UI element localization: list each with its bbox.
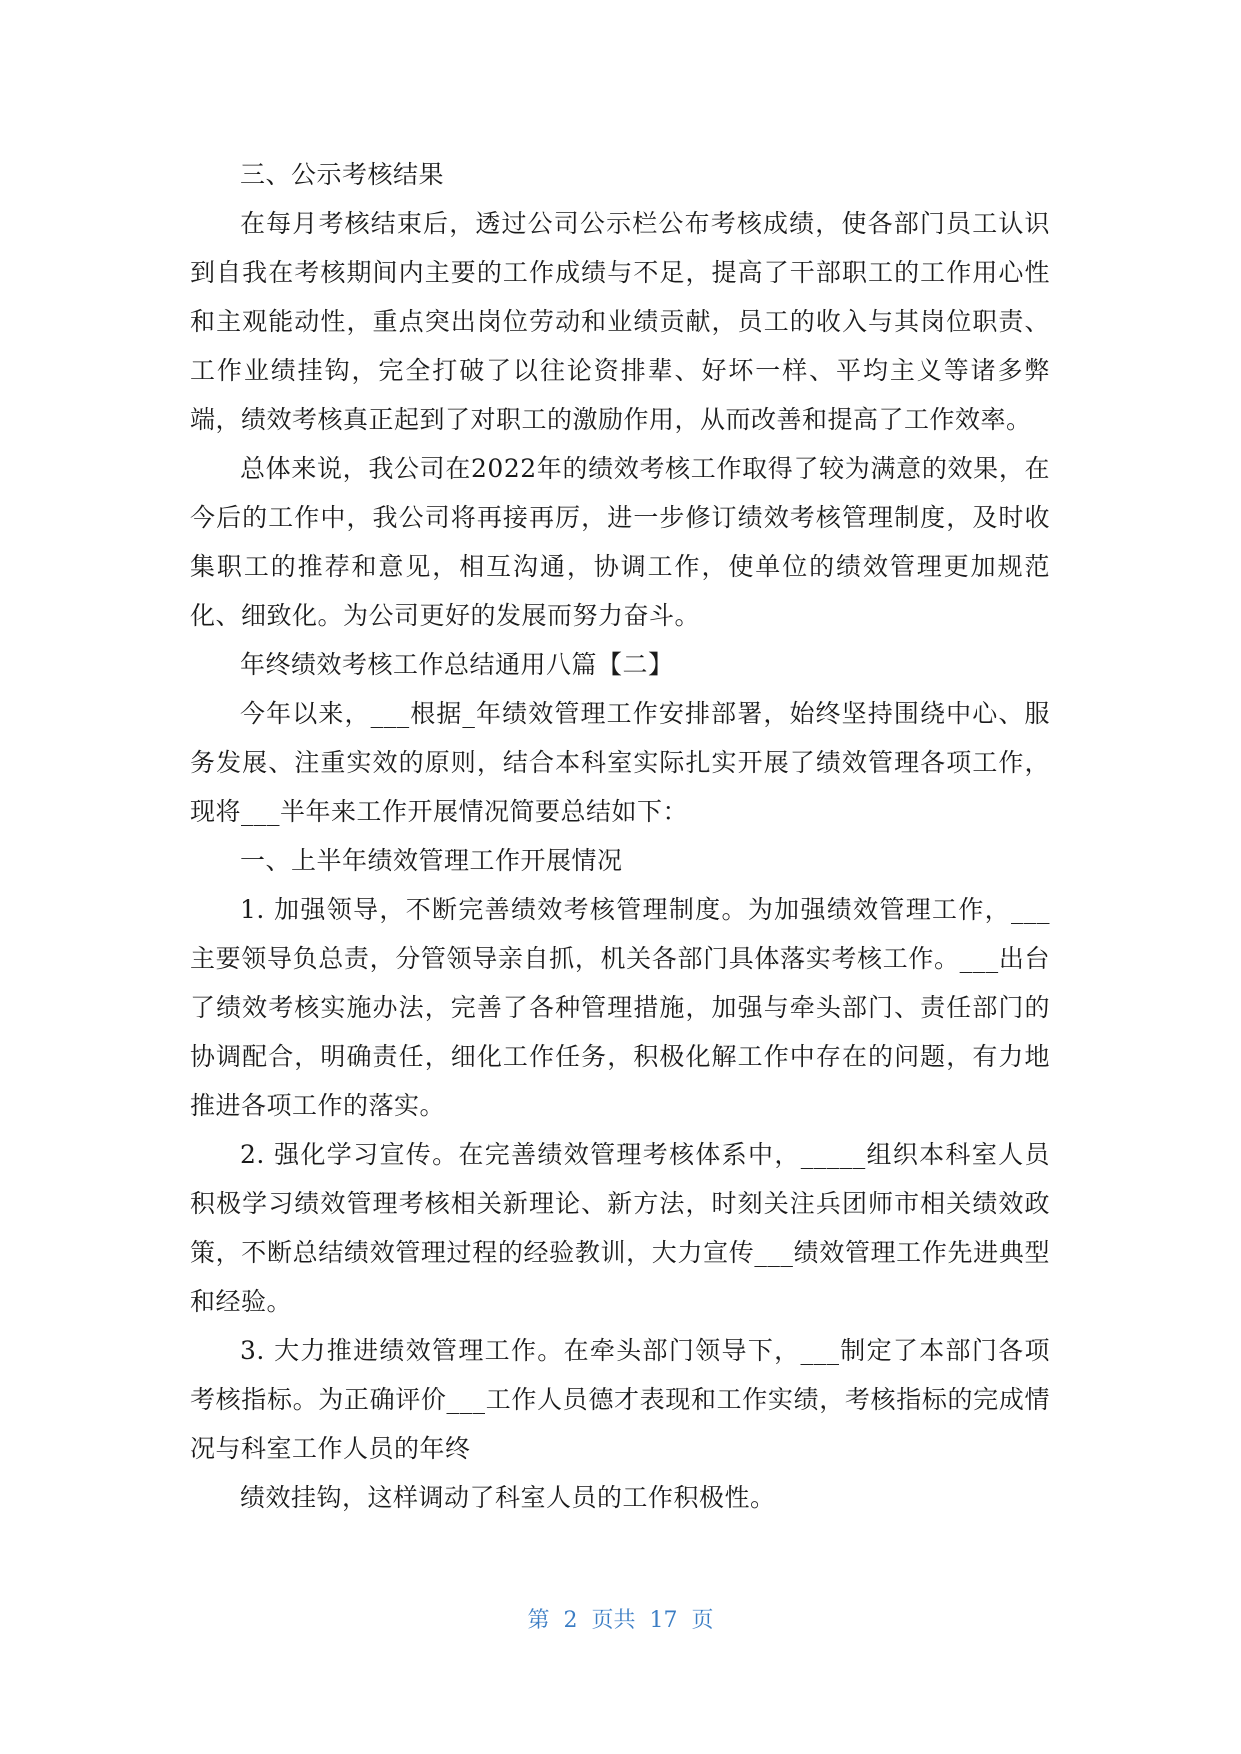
body-paragraph-summary: 总体来说，我公司在2022年的绩效考核工作取得了较为满意的效果，在今后的工作中，我公司将再接再厉，进一步修订绩效考核管理制度，及时收集职工的推荐和意见，相互沟通，协调工作，使单位的绩效管理更加规范化、细致化。为公司更好的发展而努力奋斗。: [190, 454, 1050, 630]
footer-current-page: 2: [563, 1608, 578, 1633]
footer-middle: 页共: [591, 1608, 636, 1633]
article-title-part-two: 年终绩效考核工作总结通用八篇【二】: [240, 650, 674, 679]
footer-suffix: 页: [691, 1608, 714, 1633]
section-heading-first-half: 一、上半年绩效管理工作开展情况: [240, 846, 623, 875]
body-paragraph-publish-results: 在每月考核结束后，透过公司公示栏公布考核成绩，使各部门员工认识到自我在考核期间内主要的工作成绩与不足，提高了干部职工的工作用心性和主观能动性，重点突出岗位劳动和业绩贡献，员工的收入与其岗位职责、工作业绩挂钩，完全打破了以往论资排辈、好坏一样、平均主义等诸多弊端，绩效考核真正起到了对职工的激励作用，从而改善和提高了工作效率。: [190, 209, 1050, 434]
footer-total-pages: 17: [649, 1608, 678, 1633]
footer-prefix: 第: [527, 1608, 550, 1633]
document-body: [190, 150, 1050, 1522]
body-paragraph-continuation: 绩效挂钩，这样调动了科室人员的工作积极性。: [240, 1483, 776, 1512]
section-heading-publish-results: 三、公示考核结果: [240, 160, 445, 189]
page-footer: [0, 1603, 1241, 1634]
list-item-promote-management: 3. 大力推进绩效管理工作。在牵头部门领导下，___制定了本部门各项考核指标。为正确评价___工作人员德才表现和工作实绩，考核指标的完成情况与科室工作人员的年终: [190, 1336, 1050, 1463]
body-paragraph-intro: 今年以来，___根据_年绩效管理工作安排部署，始终坚持围绕中心、服务发展、注重实效的原则，结合本科室实际扎实开展了绩效管理各项工作，现将___半年来工作开展情况简要总结如下：: [190, 699, 1050, 826]
list-item-study-promotion: 2. 强化学习宣传。在完善绩效管理考核体系中，_____组织本科室人员积极学习绩效管理考核相关新理论、新方法，时刻关注兵团师市相关绩效政策，不断总结绩效管理过程的经验教训，大力宣传___绩效管理工作先进典型和经验。: [190, 1140, 1050, 1316]
list-item-strengthen-leadership: 1. 加强领导，不断完善绩效考核管理制度。为加强绩效管理工作，___主要领导负总责，分管领导亲自抓，机关各部门具体落实考核工作。___出台了绩效考核实施办法，完善了各种管理措施，加强与牵头部门、责任部门的协调配合，明确责任，细化工作任务，积极化解工作中存在的问题，有力地推进各项工作的落实。: [190, 895, 1050, 1120]
